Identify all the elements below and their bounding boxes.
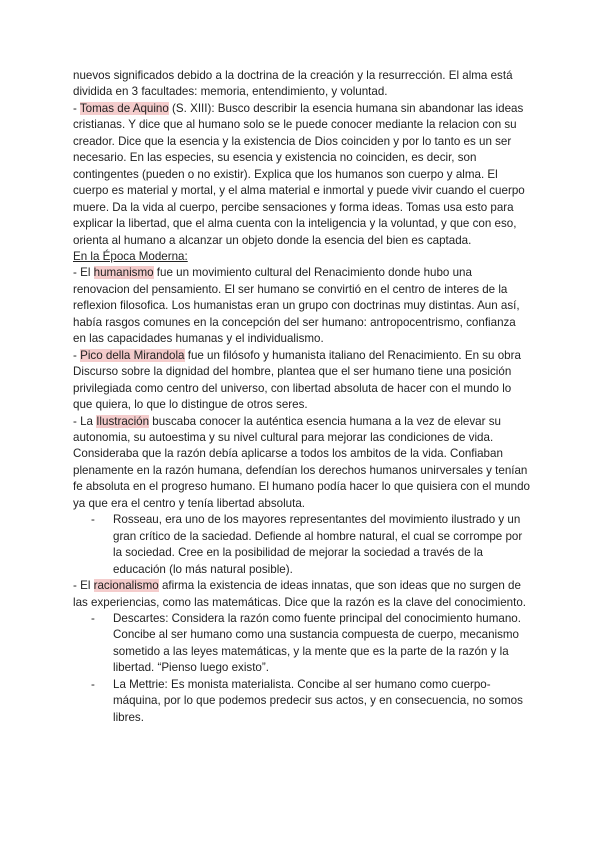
paragraph-body: (S. XIII): Busco describir la esencia humana sin abandonar las ideas cristianas. Y dice que al humano solo se le puede conocer mediante la relacion con su creador. Dice que la esencia y la existencia de Dios coinciden y por lo tanto es un ser necesario. En las especies, su esencia y existencia no coinciden, es decir, son contingentes (pueden o no existir). Explica que los humanos son cuerpo y alma. El cuerpo es material y mortal, y el alma material e inmortal y puede vivir cuando el cuerpo muere. Da la vida al cuerpo, percibe sensaciones y forma ideas. Tomas usa esto para explicar la libertad, que el alma cuenta con la inteligencia y la voluntad, y que con eso, orienta al humano a alcanzar un objeto donde la esencia del bien es captada. bbox=[73, 101, 525, 247]
list-item-descartes bbox=[91, 611, 530, 677]
list-racionalismo bbox=[73, 611, 530, 726]
highlighted-term-ilustracion: Ilustración bbox=[96, 414, 150, 428]
paragraph-body: afirma la existencia de ideas innatas, que son ideas que no surgen de las experiencias, como las matemáticas. Dice que la razón es la clave del conocimiento. bbox=[73, 579, 527, 609]
paragraph-body: fue un movimiento cultural del Renacimiento donde hubo una renovacion del pensamiento. El ser humano se convirtió en el centro de interes de la reflexion filosofica. Los humanistas eran un grupo con doctrinas muy distintas. Aun así, había rasgos comunes en la concepción del ser humano: antropocentrismo, confianza en las capacidades humanas y el individualismo. bbox=[73, 266, 520, 346]
dash-bullet-icon: - bbox=[91, 513, 95, 527]
dash-bullet-icon: - bbox=[91, 611, 95, 625]
paragraph-body: fue un filósofo y humanista italiano del Renacimiento. En su obra Discurso sobre la dignidad del hombre, plantea que el ser humano tiene una posición privilegiada como centro del universo, con libertad absoluta de hacer con el mundo lo que quiera, lo que lo distingue de otros seres. bbox=[73, 348, 521, 412]
paragraph-alma-facultades: nuevos significados debido a la doctrina de la creación y la resurrección. El alma está dividida en 3 facultades: memoria, entendimiento, y voluntad. bbox=[73, 69, 513, 99]
paragraph-pico-della-mirandola bbox=[73, 348, 530, 414]
highlighted-term-humanismo: humanismo bbox=[93, 266, 154, 280]
paragraph-racionalismo bbox=[73, 578, 530, 611]
paragraph-prefix: - bbox=[73, 348, 81, 362]
list-item-la-mettrie bbox=[91, 677, 530, 726]
paragraph-prefix: - El bbox=[73, 266, 94, 280]
paragraph-body: buscaba conocer la auténtica esencia humana a la vez de elevar su autonomia, su autoestima y su nivel cultural para mejorar las condiciones de vida. Consideraba que la razón debía aplicarse a todos los ambitos de la vida. Confiaban plenamente en la razón humana, defendían los derechos humanos unirversales y tenían fe absoluta en el progreso humano. El humano podía hacer lo que quisiera con el mundo ya que era el centro y tenía libertad absoluta. bbox=[73, 414, 530, 510]
paragraph-prefix: - La bbox=[73, 414, 97, 428]
list-item-rosseau bbox=[91, 512, 530, 578]
list-item-text: Rosseau, era uno de los mayores representantes del movimiento ilustrado y un gran crítico de la saciedad. Defiende al hombre natural, el cual se corrompe por la sociedad. Cree en la posibilidad de mejorar la sociedad a través de la educación (lo más natural posible). bbox=[113, 513, 523, 576]
section-heading-epoca-moderna: En la Época Moderna: bbox=[73, 249, 188, 263]
highlighted-term-pico-della-mirandola: Pico della Mirandola bbox=[80, 348, 185, 362]
list-item-text: La Mettrie: Es monista materialista. Concibe al ser humano como cuerpo-máquina, por lo que podemos predecir sus actos, y en consecuencia, no somos libres. bbox=[113, 677, 523, 724]
list-item-text: Descartes: Considera la razón como fuente principal del conocimiento humano. Concibe al ser humano como una sustancia compuesta de cuerpo, mecanismo sometido a las leyes matemáticas, y la mente que es la parte de la razón y la libertad. “Pienso luego existo”. bbox=[113, 611, 521, 675]
highlighted-term-tomas-de-aquino: Tomas de Aquino bbox=[79, 101, 169, 115]
dash-bullet-icon: - bbox=[91, 677, 95, 691]
highlighted-term-racionalismo: racionalismo bbox=[93, 579, 159, 593]
paragraph-humanismo bbox=[73, 265, 530, 347]
paragraph-tomas-de-aquino bbox=[73, 101, 530, 249]
paragraph-ilustracion bbox=[73, 414, 530, 513]
paragraph-prefix: - El bbox=[73, 579, 94, 593]
paragraph-prefix: - bbox=[73, 101, 80, 115]
list-ilustracion bbox=[73, 512, 530, 578]
